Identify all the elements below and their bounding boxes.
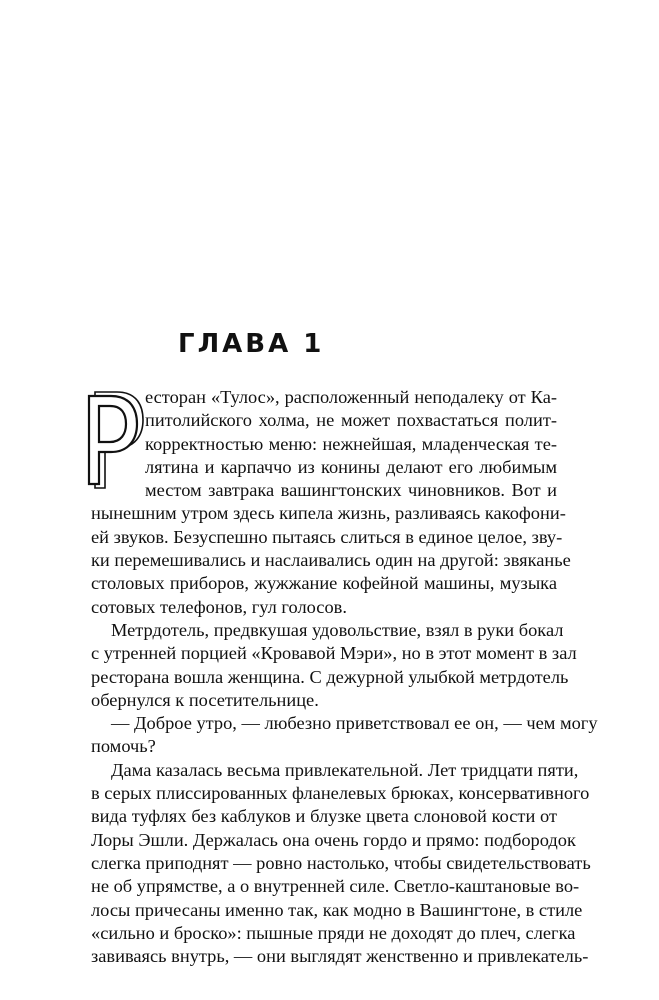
text-line: столовых приборов, жужжание кофейной машины, музыка xyxy=(91,573,557,594)
text-line: не об упрямстве, а о внутренней силе. Светло-каштановые во- xyxy=(91,876,580,897)
text-line: — Доброе утро, — любезно приветствовал ее он, — чем могу xyxy=(111,713,598,734)
text-line: лятина и карпаччо из конины делают его любимым xyxy=(145,456,557,477)
text-line: лосы причесаны именно так, как модно в Вашингтоне, в стиле xyxy=(91,899,583,920)
text-line: питолийского холма, не может похвастаться полит- xyxy=(145,410,557,431)
text-line: Лоры Эшли. Держалась она очень гордо и прямо: подбородок xyxy=(91,829,576,850)
text-line: помочь? xyxy=(91,736,156,757)
text-line: ки перемешивались и наслаивались один на другой: звяканье xyxy=(91,550,571,571)
chapter-title: ГЛАВА 1 xyxy=(178,329,325,359)
text-line: с утренней порцией «Кровавой Мэри», но в этот момент в зал xyxy=(91,643,577,664)
text-line: завиваясь внутрь, — они выглядят женственно и привлекатель- xyxy=(91,946,589,967)
text-line: Дама казалась весьма привлекательной. Лет тридцати пяти, xyxy=(111,759,579,780)
text-line: слегка приподнят — ровно настолько, чтобы свидетельствовать xyxy=(91,852,591,873)
text-line: ей звуков. Безуспешно пытаясь слиться в единое целое, зву- xyxy=(91,526,563,547)
text-line: местом завтрака вашингтонских чиновников. Вот и xyxy=(145,480,557,501)
text-line: Метрдотель, предвкушая удовольствие, взял в руки бокал xyxy=(111,619,564,640)
text-line: «сильно и броско»: пышные пряди не доходят до плеч, слегка xyxy=(91,922,576,943)
text-line: в серых плиссированных фланелевых брюках, консервативного xyxy=(91,783,590,804)
text-line: корректностью меню: нежнейшая, младенческая те- xyxy=(145,433,557,454)
text-line: есторан «Тулос», расположенный неподалеку от Ка- xyxy=(145,387,557,407)
text-line: ресторана вошла женщина. С дежурной улыбкой метрдотель xyxy=(91,666,569,687)
body-text xyxy=(91,386,598,968)
text-line: вида туфлях без каблуков и блузке цвета слоновой кости от xyxy=(91,806,557,827)
text-line: обернулся к посетительнице. xyxy=(91,689,319,710)
text-line: сотовых телефонов, гул голосов. xyxy=(91,596,347,617)
text-line: нынешним утром здесь кипела жизнь, разливаясь какофони- xyxy=(91,503,566,524)
